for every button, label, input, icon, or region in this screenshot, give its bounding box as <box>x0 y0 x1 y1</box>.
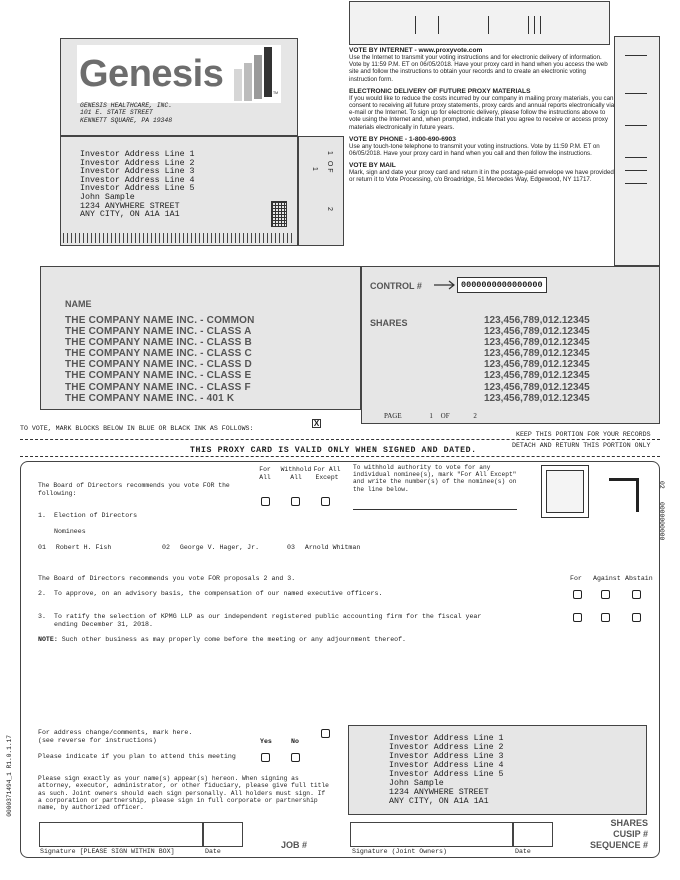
vote-internet-body: Use the Internet to transmit your voting instructions and for electronic delivery of information. Vote by 11:59 P.M. ET on 06/05/2018. Have your proxy card in hand when you access the web site and follow the instructions to obtain your records and to create an electronic voting instruction form. <box>349 54 608 83</box>
job-label: JOB # <box>281 840 308 850</box>
nominee <box>38 544 111 551</box>
mailing-page-small: 1 <box>311 167 318 171</box>
footer-codes <box>560 818 648 851</box>
top-barcode-box <box>349 1 610 45</box>
note-label: NOTE: <box>38 636 58 643</box>
address-change-checkbox[interactable] <box>321 729 330 738</box>
electronic-delivery-heading: ELECTRONIC DELIVERY OF FUTURE PROXY MATERIALS <box>349 87 531 95</box>
holding-shares: 123,456,789,012.12345 <box>484 381 590 393</box>
for-all-checkbox[interactable] <box>261 497 270 506</box>
return-address-lines <box>389 734 504 806</box>
col-for-all-except: For All Except <box>313 466 341 481</box>
mail-line: Investor Address Line 4 <box>80 175 195 185</box>
item2-for-checkbox[interactable] <box>573 590 582 599</box>
vote-mail-heading: VOTE BY MAIL <box>349 162 396 170</box>
address-change-text: For address change/comments, mark here. <box>38 729 193 736</box>
item3-for-checkbox[interactable] <box>573 613 582 622</box>
page-indicator <box>384 412 477 420</box>
page-total: 2 <box>473 412 477 420</box>
nominees-label: Nominees <box>54 528 86 535</box>
col-abstain: Abstain <box>625 575 653 582</box>
control-label: CONTROL # <box>370 281 422 291</box>
company-header-box <box>60 38 298 136</box>
holding-shares: 123,456,789,012.12345 <box>484 348 590 360</box>
vote-instructions <box>349 47 615 184</box>
holdings-name-box <box>40 266 361 410</box>
nominee-name: Arnold Whitman <box>304 544 361 551</box>
return-line: Investor Address Line 2 <box>389 743 504 752</box>
holding-name: THE COMPANY NAME INC. - CLASS F <box>65 381 251 393</box>
logo-bar-4 <box>264 47 272 97</box>
shares-code-label: SHARES <box>610 818 648 828</box>
corner-mark <box>609 478 639 512</box>
holdings-shares-box <box>361 266 660 424</box>
holdings-name-list <box>65 315 255 404</box>
page-number: 1 <box>429 412 433 420</box>
col-against: Against <box>593 575 621 582</box>
withhold-instructions: To withhold authority to vote for any individual nominee(s), mark "For All Except" and write the number(s) of the nominee(s) on the line below. <box>353 464 517 493</box>
holding-shares: 123,456,789,012.12345 <box>484 337 590 349</box>
recommend-proposals: The Board of Directors recommends you vote FOR proposals 2 and 3. <box>38 575 296 582</box>
control-number: 0000000000000000 <box>457 277 547 293</box>
company-logo <box>77 45 281 103</box>
nominee <box>162 544 259 551</box>
attend-text: Please indicate if you plan to attend this meeting <box>38 753 236 760</box>
item2-text: To approve, on an advisory basis, the compensation of our named executive officers. <box>54 590 383 597</box>
mailing-page-current: 1 <box>326 151 333 157</box>
logo-tm: TM <box>273 91 279 95</box>
name-label: NAME <box>65 299 92 309</box>
detach-dashes-2 <box>20 456 660 457</box>
joint-signature-box[interactable] <box>350 822 513 847</box>
imb-barcode <box>63 233 295 243</box>
holding-name: THE COMPANY NAME INC. - COMMON <box>65 315 255 326</box>
col-for-all: For All <box>259 466 271 481</box>
valid-notice: THIS PROXY CARD IS VALID ONLY WHEN SIGNED AND DATED. <box>190 446 477 455</box>
nominee-write-line[interactable] <box>353 509 517 510</box>
postal-grid <box>271 201 287 227</box>
nominee-name: Robert H. Fish <box>55 544 112 551</box>
company-address-2: KENNETT SQUARE, PA 19348 <box>80 116 173 124</box>
withhold-all-checkbox[interactable] <box>291 497 300 506</box>
shares-label: SHARES <box>370 318 408 328</box>
address-change-sub: (see reverse for instructions) <box>38 737 157 744</box>
mail-line: John Sample <box>80 192 135 202</box>
holding-shares: 123,456,789,012.12345 <box>484 315 590 326</box>
mail-line: Investor Address Line 1 <box>80 150 195 159</box>
mailing-page-total: 2 <box>326 207 333 211</box>
item2-against-checkbox[interactable] <box>601 590 610 599</box>
company-address-1: 101 E. STATE STREET <box>80 109 153 117</box>
page-label: PAGE <box>384 412 402 420</box>
col-withhold-all: Withhold All <box>280 466 312 481</box>
signature-box[interactable] <box>39 822 203 847</box>
holdings-share-list <box>484 315 590 404</box>
side-code-a: 02 <box>658 481 665 489</box>
vote-mail-body: Mark, sign and date your proxy card and return it in the postage-paid envelope we have provided or return it to Vote Processing, c/o Broadridge, 51 Mercedes Way, Edgewood, NY 11717. <box>349 169 614 184</box>
nominee-number: 02 <box>162 544 170 551</box>
signature-label: Signature [PLEASE SIGN WITHIN BOX] <box>40 848 175 855</box>
note-text: Such other business as may properly come before the meeting or any adjournment thereof. <box>61 636 407 643</box>
item3-against-checkbox[interactable] <box>601 613 610 622</box>
item2-abstain-checkbox[interactable] <box>632 590 641 599</box>
holding-name: THE COMPANY NAME INC. - CLASS B <box>65 337 252 349</box>
electronic-delivery-body: If you would like to reduce the costs incurred by our company in mailing proxy materials, you can consent to receiving all future proxy statements, proxy cards and annual reports electronically via e-mail or the Internet. To sign up for electronic delivery, please follow the instructions above to vote using the Internet and, when prompted, indicate that you agree to receive or access proxy materials electronically in future years. <box>349 94 615 131</box>
signature-date-label: Date <box>205 848 221 855</box>
item3-number: 3. <box>38 613 46 620</box>
for-all-except-checkbox[interactable] <box>321 497 330 506</box>
mark-instruction: TO VOTE, MARK BLOCKS BELOW IN BLUE OR BLACK INK AS FOLLOWS: <box>20 425 254 432</box>
holding-shares: 123,456,789,012.12345 <box>484 326 590 338</box>
holding-name: THE COMPANY NAME INC. - 401 K <box>65 392 235 404</box>
holding-shares: 123,456,789,012.12345 <box>484 370 590 382</box>
holding-name: THE COMPANY NAME INC. - CLASS A <box>65 326 252 338</box>
right-tick-box <box>614 36 660 266</box>
detach-dashes-1 <box>20 439 660 440</box>
logo-bar-2 <box>244 63 252 101</box>
holding-name: THE COMPANY NAME INC. - CLASS D <box>65 359 252 371</box>
signing-instructions: Please sign exactly as your name(s) appear(s) hereon. When signing as attorney, executor, administrator, or other fiduciary, please give full title as such. Joint owners should each sign personally. All holders must sign. If a corporation or partnership, please sign in full corporate or partnership name, by authorized officer. <box>38 775 329 812</box>
mailing-page-strip <box>298 136 344 246</box>
mail-line: Investor Address Line 5 <box>80 184 195 194</box>
return-line: 1234 ANYWHERE STREET <box>389 788 489 797</box>
keep-portion-note: KEEP THIS PORTION FOR YOUR RECORDS <box>516 431 651 438</box>
mark-example-symbol: X <box>313 419 320 428</box>
item3-abstain-checkbox[interactable] <box>632 613 641 622</box>
return-address-box <box>348 725 647 815</box>
joint-date-label: Date <box>515 848 531 855</box>
col-for: For <box>570 575 582 582</box>
item3-text: To ratify the selection of KPMG LLP as our independent registered public accounting firm for the fiscal year ending December 31, 2018. <box>54 613 482 628</box>
nominee <box>287 544 360 551</box>
mailing-address-box <box>60 136 298 246</box>
mail-line: 1234 ANYWHERE STREET <box>80 201 180 211</box>
side-code-b: 0000000000 <box>658 502 665 541</box>
joint-date-box[interactable] <box>513 822 553 847</box>
barcode-square <box>541 465 589 518</box>
note <box>38 636 406 643</box>
arrow-right-icon <box>434 280 456 290</box>
nominee-number: 01 <box>38 544 46 551</box>
holding-shares: 123,456,789,012.12345 <box>484 392 590 404</box>
return-line: Investor Address Line 4 <box>389 761 504 770</box>
cusip-label: CUSIP # <box>613 829 648 839</box>
mailing-page-of: OF <box>326 160 333 175</box>
holding-name: THE COMPANY NAME INC. - CLASS E <box>65 370 252 382</box>
item2-number: 2. <box>38 590 46 597</box>
logo-wordmark: Genesis <box>79 53 224 95</box>
nominee-number: 03 <box>287 544 295 551</box>
company-name: GENESIS HEALTHCARE, INC. <box>80 102 173 109</box>
item1-number: 1. <box>38 512 46 519</box>
return-line: Investor Address Line 5 <box>389 770 504 779</box>
vote-phone-heading: VOTE BY PHONE - 1-800-690-6903 <box>349 135 456 143</box>
return-line: John Sample <box>389 779 444 788</box>
logo-bar-1 <box>234 69 242 101</box>
sequence-label: SEQUENCE # <box>589 840 648 850</box>
mail-line: Investor Address Line 2 <box>80 158 195 168</box>
joint-signature-label: Signature (Joint Owners) <box>352 848 447 855</box>
return-line: ANY CITY, ON A1A 1A1 <box>389 797 489 806</box>
left-code: 0000371494_1 R1.0.1.17 <box>6 735 13 817</box>
item1-text: Election of Directors <box>54 512 138 519</box>
mail-line: ANY CITY, ON A1A 1A1 <box>80 210 180 220</box>
col-no: No <box>291 738 299 745</box>
nominee-name: George V. Hager, Jr. <box>179 544 260 551</box>
vote-phone-body: Use any touch-tone telephone to transmit your voting instructions. Vote by 11:59 P.M. ET on 06/05/2018. Have your proxy card in hand when you call and then follow the instructions. <box>349 142 600 158</box>
mailing-address-lines <box>80 151 195 220</box>
signature-date-box[interactable] <box>203 822 243 847</box>
return-line: Investor Address Line 1 <box>389 734 504 743</box>
vote-internet-heading: VOTE BY INTERNET - www.proxyvote.com <box>349 47 483 54</box>
mark-example-box <box>312 419 321 428</box>
col-yes: Yes <box>260 738 272 745</box>
attend-no-checkbox[interactable] <box>291 753 300 762</box>
attend-yes-checkbox[interactable] <box>261 753 270 762</box>
detach-note: DETACH AND RETURN THIS PORTION ONLY <box>512 442 651 449</box>
holding-name: THE COMPANY NAME INC. - CLASS C <box>65 348 252 360</box>
mail-line: Investor Address Line 3 <box>80 167 195 177</box>
page-of: OF <box>440 412 450 420</box>
logo-bar-3 <box>254 55 262 99</box>
recommend-directors: The Board of Directors recommends you vote FOR the following: <box>38 482 230 497</box>
holding-shares: 123,456,789,012.12345 <box>484 359 590 371</box>
return-line: Investor Address Line 3 <box>389 752 504 761</box>
